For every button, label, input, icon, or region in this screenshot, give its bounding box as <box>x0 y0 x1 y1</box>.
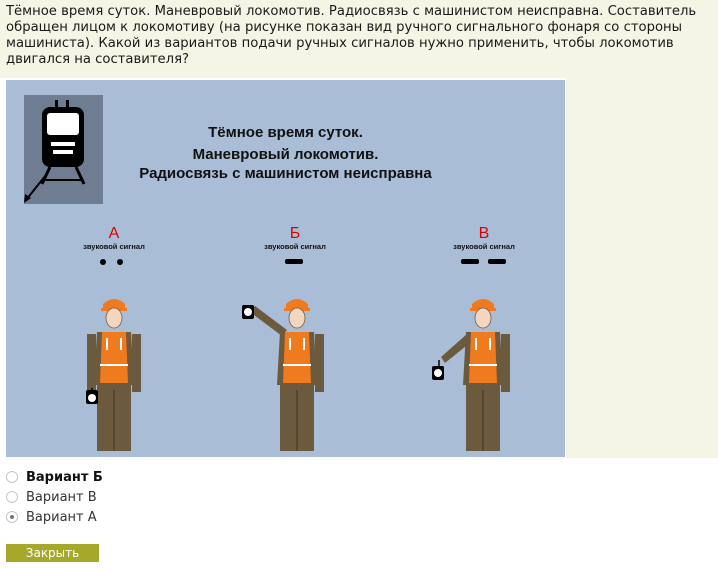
sound-signal-label-b: звуковой сигнал <box>264 242 326 251</box>
question-line: обращен лицом к локомотиву (на рисунке показан вид ручного сигнального фонаря со стороны <box>6 20 683 35</box>
question-line: двигался на составителя? <box>6 52 190 67</box>
radio-button[interactable] <box>6 471 18 483</box>
close-button[interactable]: Закрыть <box>6 544 99 562</box>
scene-caption-line2: Маневровый локомотив. <box>192 146 379 163</box>
question-text <box>6 4 710 68</box>
sound-signal-label-a: звуковой сигнал <box>83 242 145 251</box>
sound-signal-label-c: звуковой сигнал <box>453 242 515 251</box>
variant-letter-a: А <box>108 225 120 242</box>
scene-caption-line1: Тёмное время суток. <box>208 124 363 141</box>
variant-letter-c: В <box>478 225 490 242</box>
sound-signal-a <box>100 259 123 265</box>
question-panel <box>0 0 718 78</box>
variant-letter-b: Б <box>289 225 301 242</box>
question-illustration <box>6 80 565 457</box>
sound-signal-c <box>461 259 506 264</box>
question-line: машиниста). Какой из вариантов подачи ручных сигналов нужно применить, чтобы локомотив <box>6 36 674 51</box>
scene-caption-line3: Радиосвязь с машинистом неисправна <box>139 165 432 182</box>
answer-options <box>6 467 103 527</box>
radio-button-selected[interactable] <box>6 511 18 523</box>
signalman-b <box>242 299 324 451</box>
option-variant-a[interactable] <box>6 507 103 527</box>
option-variant-b[interactable] <box>6 467 103 487</box>
signalman-c <box>432 299 510 451</box>
radio-button[interactable] <box>6 491 18 503</box>
sound-signal-b <box>285 259 303 264</box>
question-line: Тёмное время суток. Маневровый локомотив. Радиосвязь с машинистом неисправна. Составитель <box>6 4 697 19</box>
side-panel <box>566 78 718 458</box>
signalman-a <box>86 299 141 451</box>
option-variant-v[interactable] <box>6 487 103 507</box>
option-label: Вариант А <box>26 509 97 525</box>
option-label: Вариант В <box>26 489 97 505</box>
option-label: Вариант Б <box>26 469 103 485</box>
